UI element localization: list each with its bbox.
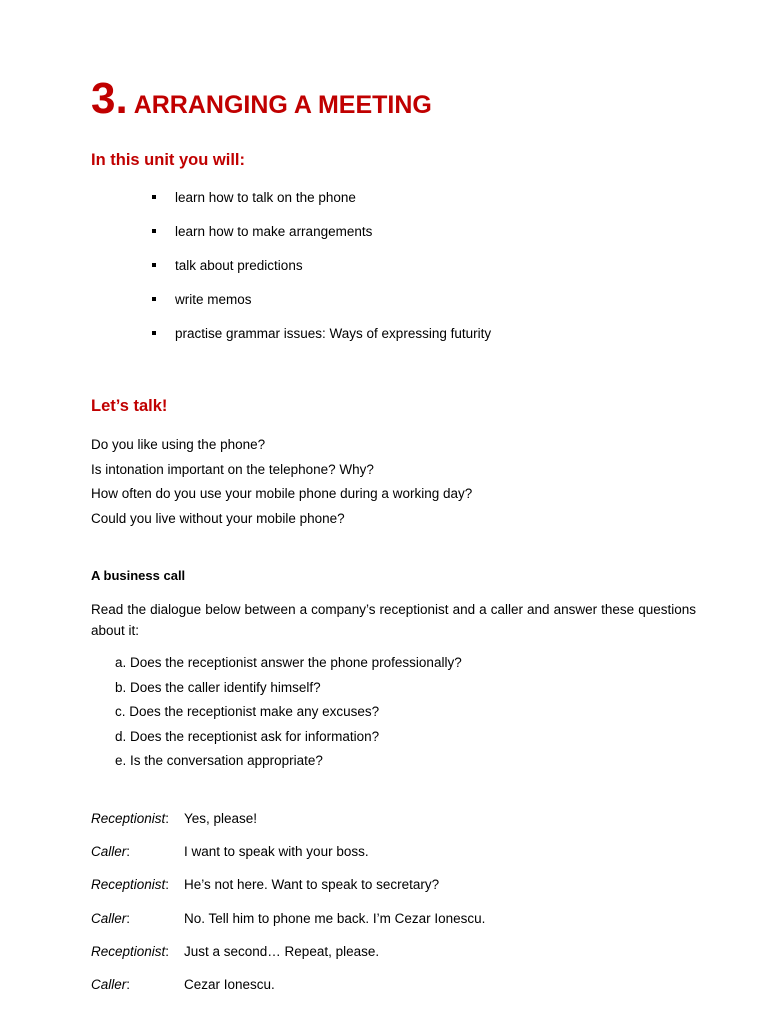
list-item [150,188,491,222]
comprehension-question: d. Does the receptionist ask for information? [115,728,380,744]
objectives-heading: In this unit you will: [91,151,245,169]
unit-title-text: ARRANGING A MEETING [133,91,432,119]
list-item [150,222,491,256]
list-item-text: learn how to make arrangements [175,224,373,239]
discussion-question: Do you like using the phone? [91,437,266,452]
unit-number: 3. [91,74,128,123]
list-item-text: talk about predictions [175,258,303,273]
dialogue-line: Yes, please! [184,811,258,826]
dialogue-line: No. Tell him to phone me back. I’m Cezar Ionescu. [184,910,486,926]
comprehension-question: b. Does the caller identify himself? [115,679,321,695]
discussion-questions [91,433,472,531]
comprehension-question: c. Does the receptionist make any excuses? [115,704,380,720]
list-item-text: learn how to talk on the phone [175,190,356,205]
bullet-icon [152,263,156,267]
list-item [150,256,491,290]
bullet-icon [152,229,156,233]
business-call-intro: Read the dialogue below between a company’s receptionist and a caller and answer these questions about it: [91,602,696,638]
comprehension-question: a. Does the receptionist answer the phone professionally? [115,655,462,670]
speaker-label: Receptionist: [91,877,170,893]
bullet-icon [152,331,156,335]
list-item-text: write memos [175,292,252,307]
dialogue-line: Just a second… Repeat, please. [184,943,380,959]
lets-talk-heading: Let’s talk! [91,397,168,415]
list-item-text: practise grammar issues: Ways of expressing futurity [175,326,492,341]
dialogue-line: Cezar Ionescu. [184,976,275,992]
objectives-list [150,188,491,358]
discussion-question: How often do you use your mobile phone during a working day? [91,486,473,501]
comprehension-questions [115,651,462,774]
speaker-label: Caller: [91,976,131,992]
speaker-label: Receptionist: [91,943,170,959]
list-item [150,324,491,358]
business-call-heading: A business call [91,568,186,583]
discussion-question: Is intonation important on the telephone? Why? [91,461,374,477]
speaker-label: Caller: [91,910,131,926]
dialogue-line: He’s not here. Want to speak to secretary? [184,877,440,893]
comprehension-question: e. Is the conversation appropriate? [115,753,323,769]
unit-title [91,74,432,124]
speaker-label: Caller: [91,844,131,860]
speaker-label: Receptionist: [91,811,170,826]
dialogue-line: I want to speak with your boss. [184,844,369,860]
bullet-icon [152,195,156,199]
bullet-icon [152,297,156,301]
discussion-question: Could you live without your mobile phone? [91,510,345,526]
list-item [150,290,491,324]
